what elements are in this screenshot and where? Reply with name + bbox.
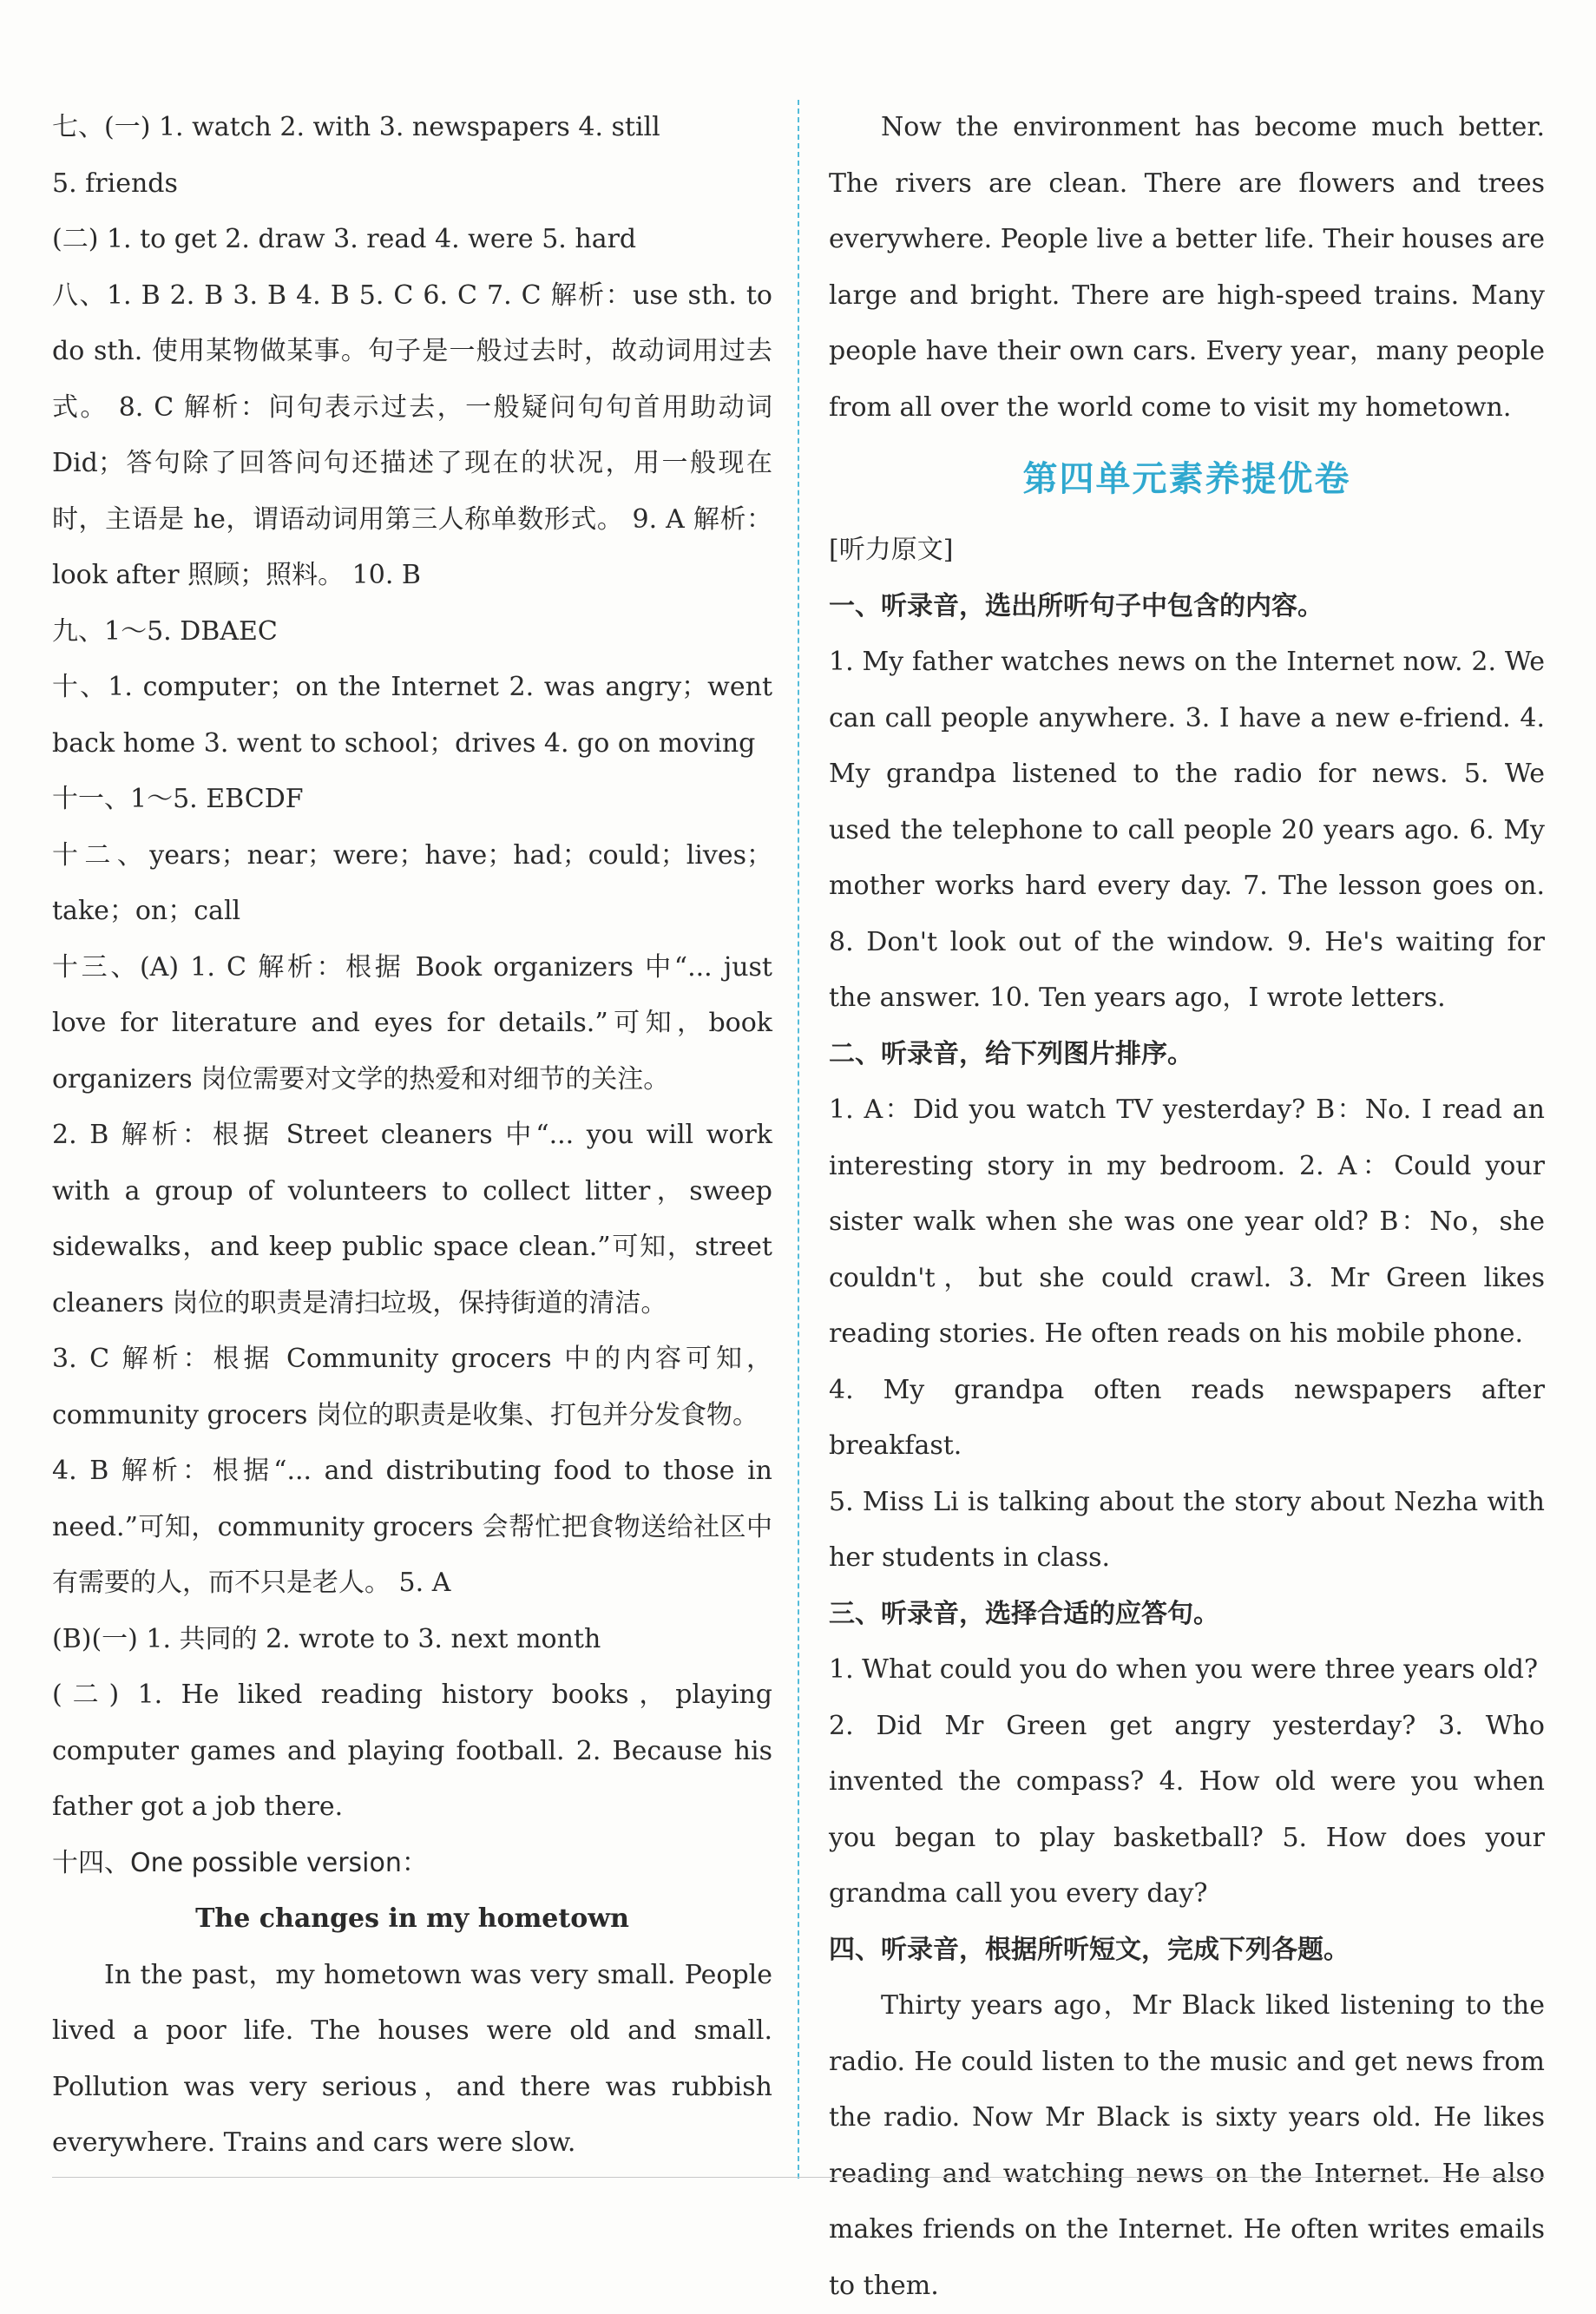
q13b-part2: (二) 1. He liked reading history books，playing computer games and playing football. 2. Because his father got a job there. <box>52 1680 772 1822</box>
section-4-text: Thirty years ago，Mr Black liked listening to the radio. He could listen to the music and get news from the radio. Now Mr Black is sixty years old. He likes reading and watching news on the Internet. He also makes friends on the Internet. He often writes emails to them. <box>829 1990 1545 2301</box>
essay-paragraph-1: In the past，my hometown was very small. People lived a poor life. The houses were old and small. Pollution was very serious，and there was rubbish everywhere. Trains and cars were slow. <box>52 1959 772 2158</box>
q8-answers: 八、1. B 2. B 3. B 4. B 5. C 6. C 7. C 解析：use sth. to do sth. 使用某物做某事。句子是一般过去时，故动词用过去式。 8. C 解析：问句表示过去，一般疑问句句首用助动词 Did；答句除了回答问句还描述了现在的状况，用一般现在时，主语是 he，谓语动词用第三人称单数形式。 9. A 解析：look after 照顾；照料。 10. B <box>52 279 772 590</box>
q14-label: 十四、One possible version： <box>52 1847 428 1878</box>
q13a-item1: 十三、(A) 1. C 解析：根据 Book organizers 中“... just love for literature and eyes for details.”可知，book organizers 岗位需要对文学的热爱和对细节的关注。 <box>52 951 772 1095</box>
section-1-heading: 一、听录音，选出所听句子中包含的内容。 <box>829 590 1323 621</box>
section-2-item-1: 1. A：Did you watch TV yesterday? B：No. I read an interesting story in my bedroom. 2. A：Could your sister walk when she was one year old? B：No，she couldn't，but she could crawl. 3. Mr Green likes reading stories. He often reads on his mobile phone. <box>829 1095 1545 1349</box>
q7-part1: 七、(一) 1. watch 2. with 3. newspapers 4. still <box>52 112 660 142</box>
essay-paragraph-2: Now the environment has become much better. The rivers are clean. There are flowers and trees everywhere. People live a better life. Their houses are large and bright. There are high-speed trains. Many people have their own cars. Every year，many people from all over the world come to visit my hometown. <box>829 112 1545 423</box>
unit-title: 第四单元素养提优卷 <box>1022 459 1351 499</box>
q12-answers: 十二、years；near；were；have；had；could；lives；take；on；call <box>52 839 772 926</box>
right-column <box>829 100 1545 2314</box>
listening-label: [听力原文] <box>829 535 954 565</box>
section-3-item-1: 1. What could you do when you were three years old? <box>829 1654 1539 1685</box>
section-3-item-2: 2. Did Mr Green get angry yesterday? 3. Who invented the compass? 4. How old were you when you began to play basketball? 5. How does your grandma call you every day? <box>829 1710 1545 1909</box>
q13a-item3: 3. C 解析：根据 Community grocers 中的内容可知，community grocers 岗位的职责是收集、打包并分发食物。 <box>52 1344 772 1430</box>
section-2-heading: 二、听录音，给下列图片排序。 <box>829 1038 1193 1069</box>
section-2-item-5: 5. Miss Li is talking about the story about Nezha with her students in class. <box>829 1486 1545 1573</box>
page-bottom-rule <box>52 2177 1545 2178</box>
section-2-item-4: 4. My grandpa often reads newspapers after breakfast. <box>829 1374 1545 1461</box>
q13b-part1: (B)(一) 1. 共同的 2. wrote to 3. next month <box>52 1623 601 1654</box>
q11-answers: 十一、1～5. EBCDF <box>52 784 304 814</box>
section-3-heading: 三、听录音，选择合适的应答句。 <box>829 1598 1219 1629</box>
q7-part2: 5. friends <box>52 168 178 199</box>
q13a-item4: 4. B 解析：根据“... and distributing food to those in need.”可知，community grocers 会帮忙把食物送给社区中有需要的人，而不只是老人。 5. A <box>52 1456 772 1598</box>
column-divider <box>798 100 799 2179</box>
q7-line1 <box>52 100 772 156</box>
q9-answers: 九、1～5. DBAEC <box>52 615 278 647</box>
q13a-item2: 2. B 解析：根据 Street cleaners 中“... you will work with a group of volunteers to collect litter，sweep sidewalks，and keep public space clean.”可知，street cleaners 岗位的职责是清扫垃圾，保持街道的清洁。 <box>52 1120 772 1318</box>
section-1-text: 1. My father watches news on the Internet now. 2. We can call people anywhere. 3. I have a new e-friend. 4. My grandpa listened to the radio for news. 5. We used the telephone to call people 20 years ago. 6. My mother works hard every day. 7. The lesson goes on. 8. Don't look out of the window. 9. He's waiting for the answer. 10. Ten years ago，I wrote letters. <box>829 647 1545 1013</box>
left-column <box>52 100 772 2172</box>
essay-title: The changes in my hometown <box>195 1903 629 1934</box>
q7-line1b <box>52 156 772 213</box>
q10-answers: 十、1. computer；on the Internet 2. was angry；went back home 3. went to school；drives 4. go on moving <box>52 672 772 759</box>
section-4-heading: 四、听录音，根据所听短文，完成下列各题。 <box>829 1934 1350 1965</box>
q7-line2: (二) 1. to get 2. draw 3. read 4. were 5. hard <box>52 224 637 254</box>
